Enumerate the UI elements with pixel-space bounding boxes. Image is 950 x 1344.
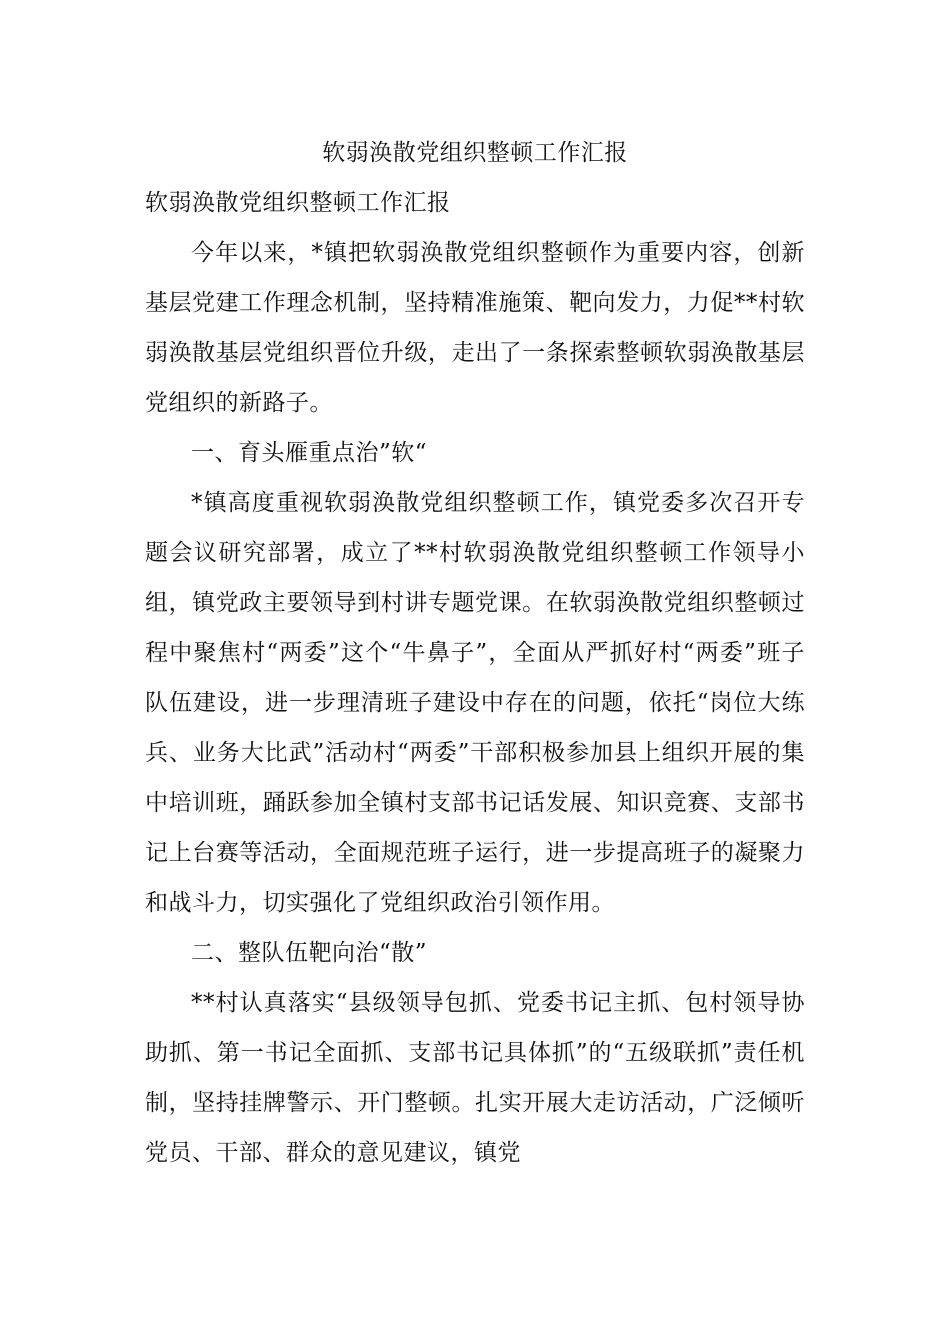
- section-2-paragraph: **村认真落实“县级领导包抓、党委书记主抓、包村领导协助抓、第一书记全面抓、支部书记具体抓”的“五级联抓”责任机制，坚持挂牌警示、开门整顿。扎实开展大走访活动，广泛倾听党员、干部、群众的意见建议，镇党: [145, 990, 805, 1166]
- section-2-heading: 二、整队伍靶向治“散”: [191, 940, 428, 966]
- section-1-paragraph: *镇高度重视软弱涣散党组织整顿工作，镇党委多次召开专题会议研究部署，成立了**村软弱涣散党组织整顿工作领导小组，镇党政主要领导到村讲专题党课。在软弱涣散党组织整顿过程中聚焦村“两委”这个“牛鼻子”，全面从严抓好村“两委”班子队伍建设，进一步理清班子建设中存在的问题，依托“岗位大练兵、业务大比武”活动村“两委”干部积极参加县上组织开展的集中培训班，踊跃参加全镇村支部书记话发展、知识竞赛、支部书记上台赛等活动，全面规范班子运行，进一步提高班子的凝聚力和战斗力，切实强化了党组织政治引领作用。: [145, 490, 805, 916]
- intro-paragraph: 今年以来，*镇把软弱涣散党组织整顿作为重要内容，创新基层党建工作理念机制，坚持精准施策、靶向发力，力促**村软弱涣散基层党组织晋位升级，走出了一条探索整顿软弱涣散基层党组织的新路子。: [145, 240, 805, 416]
- section-1-heading: 一、育头雁重点治”软“: [191, 440, 428, 466]
- document-subtitle: 软弱涣散党组织整顿工作汇报: [145, 190, 451, 216]
- document-title: 软弱涣散党组织整顿工作汇报: [322, 140, 628, 166]
- document-page: [145, 128, 805, 1178]
